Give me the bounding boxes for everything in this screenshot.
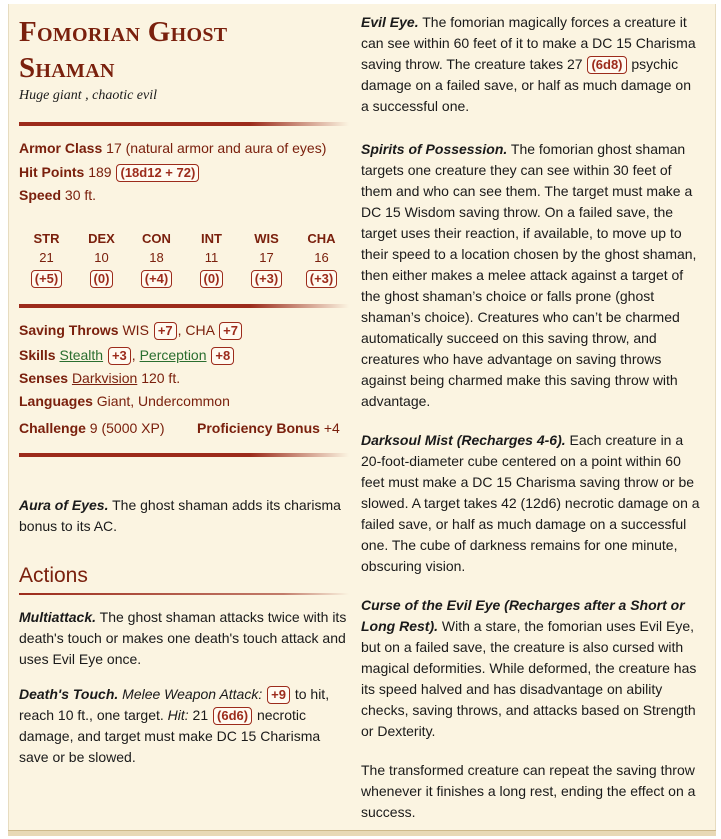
ability-wis: WIS 17 (+3) [239,230,294,288]
hit-points: Hit Points 189 (18d12 + 72) [19,162,349,183]
monster-name: Fomorian Ghost Shaman [19,16,228,84]
right-column [361,12,701,823]
action-darksoul-mist: Darksoul Mist (Recharges 4-6). Each creature in a 20-foot-diameter cube centered on a point within 60 feet must make a DC 15 Charisma saving throw or be slowed. A target takes 42 (12d6) necrotic damage on a failed save, or half as much damage on a successful one. The cube of darkness remains for one minute, obscuring vision. [361,432,700,574]
stealth-link[interactable]: Stealth [59,347,104,363]
perception-link[interactable]: Perception [139,347,207,363]
ability-str: STR 21 (+5) [19,230,74,288]
speed: Speed 30 ft. [19,187,97,203]
armor-class: Armor Class 17 (natural armor and aura of eyes) [19,140,327,156]
wis-mod-button[interactable]: (+3) [251,270,282,288]
section-divider [19,453,349,457]
action-deaths-touch: Death's Touch. Melee Weapon Attack: +9 to hit, reach 10 ft., one target. Hit: 21 (6d6) necrotic damage, and target must make DC 15 Charisma save or be slowed. [19,686,330,765]
challenge-row [19,418,349,439]
ability-dex: DEX 10 (0) [88,231,115,286]
monster-type: Huge giant , chaotic evil [19,88,158,103]
con-mod-button[interactable]: (+4) [141,270,172,288]
action-curse-of-the-evil-eye: Curse of the Evil Eye (Recharges after a Short or Long Rest). With a stare, the fomorian uses Evil Eye, but on a failed save, the creature is also cursed with magical deformities. While deformed, the creature has its speed halved and has disadvantage on ability checks, saving throws, and attacks based on Strength or Dexterity. [361,597,697,739]
wis-save-button[interactable]: +7 [154,322,177,340]
deaths-touch-damage-button[interactable]: (6d6) [213,707,252,725]
proficiency-bonus: Proficiency Bonus +4 [197,420,340,436]
action-evil-eye: Evil Eye. The fomorian magically forces a creature it can see within 60 feet of it to make a DC 15 Charisma saving throw. The creature takes 27 (6d8) psychic damage on a failed save, or half as much damage on a successful one. [361,14,696,114]
challenge: Challenge 9 (5000 XP) [19,420,165,436]
ability-scores [19,230,349,288]
action-multiattack: Multiattack. The ghost shaman attacks twice with its death's touch or makes one death's touch attack and uses Evil Eye once. [19,609,347,667]
secondary-stats [19,320,349,439]
ability-con: CON 18 (+4) [142,231,171,286]
darkvision-link[interactable]: Darkvision [71,370,138,386]
saving-throws: Saving Throws WIS +7 , CHA +7 [19,320,349,341]
ability-int: INT 11 (0) [201,231,222,286]
actions-divider [19,593,349,595]
languages: Languages Giant, Undercommon [19,393,230,409]
core-stats [19,138,349,206]
str-mod-button[interactable]: (+5) [31,270,62,288]
cha-mod-button[interactable]: (+3) [306,270,337,288]
int-mod-button[interactable]: (0) [200,270,224,288]
action-spirits-of-possession: Spirits of Possession. The fomorian ghost shaman targets one creature they can see within 30 feet of them and who can see them. The target must make a DC 15 Wisdom saving throw. On a failed save, the target uses their reaction, if available, to move up to their speed to a location chosen by the ghost shaman, then either makes a melee attack against a target of the ghost shaman’s choice or falls prone (ghost shaman’s choice). Creatures who can’t be charmed automatically succeed on this saving throw, and creatures who have advantage on saving throws against being charmed make this saving throw with advantage. [361,141,697,409]
left-column [19,14,349,768]
perception-roll-button[interactable]: +8 [211,347,234,365]
trait-aura-of-eyes: Aura of Eyes. The ghost shaman adds its charisma bonus to its AC. [19,497,341,534]
stealth-roll-button[interactable]: +3 [108,347,131,365]
curse-repeat-save: The transformed creature can repeat the saving throw whenever it finishes a long rest, ending the effect on a success. [361,762,696,820]
cha-save-button[interactable]: +7 [219,322,242,340]
ability-cha: CHA 16 (+3) [307,231,336,286]
hp-dice-button[interactable]: (18d12 + 72) [116,164,199,182]
skills: Skills Stealth +3 , Perception +8 [19,345,349,366]
section-divider [19,304,349,308]
actions-header: Actions [19,564,88,587]
evil-eye-damage-button[interactable]: (6d8) [587,56,626,74]
stat-block-bottom-border [8,830,716,836]
deaths-touch-attack-button[interactable]: +9 [267,686,290,704]
senses: Senses Darkvision 120 ft. [19,370,181,386]
section-divider [19,122,349,126]
dex-mod-button[interactable]: (0) [90,270,114,288]
